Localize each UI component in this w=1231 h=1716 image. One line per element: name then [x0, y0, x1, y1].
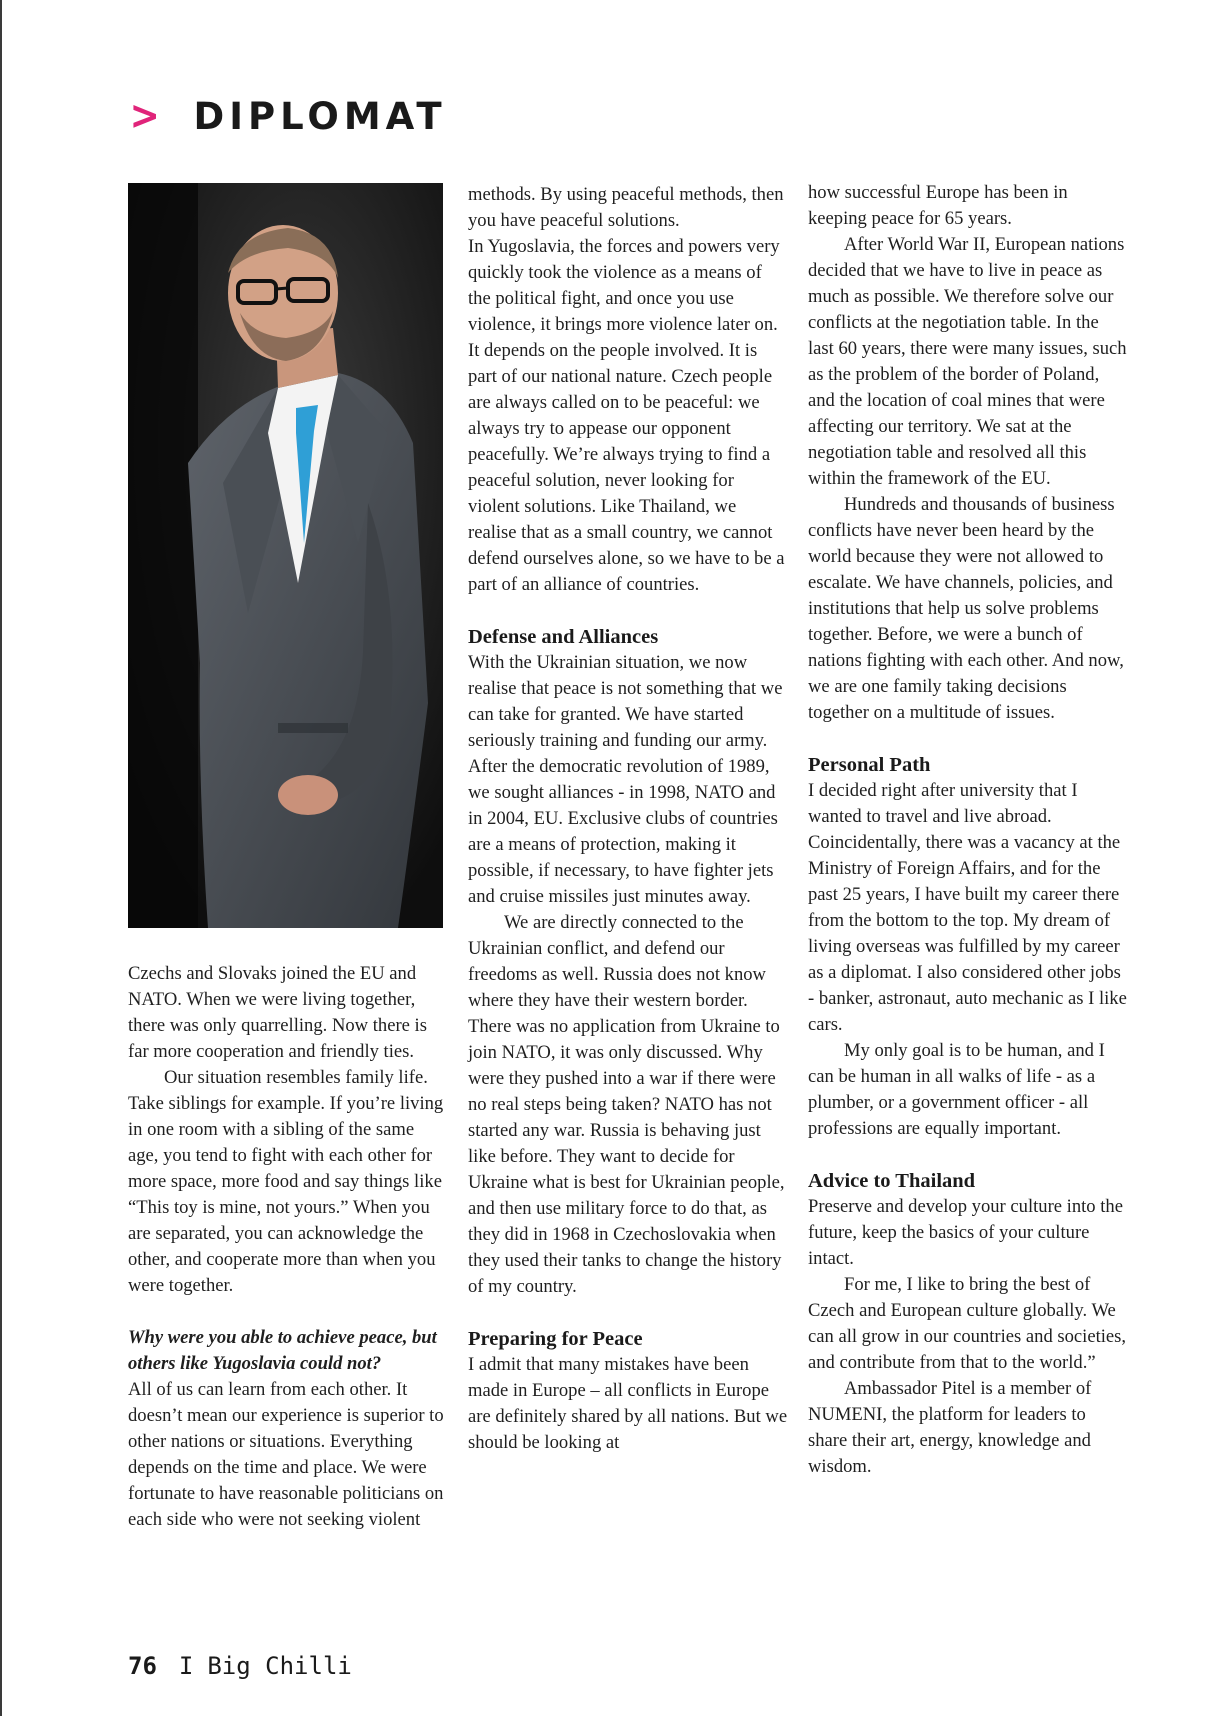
paragraph: Hundreds and thousands of business conflicts have never been heard by the world because they were not allowed to escalate. We have channels, policies, and institutions that help us solve problems together. Before, we were a bunch of nations fighting with each other. And now, we are one family taking decisions together on a multitude of issues.: [808, 494, 1124, 723]
section-title: DIPLOMAT: [193, 94, 447, 138]
footer-separator: I: [178, 1652, 194, 1680]
subheading-defense-alliances: Defense and Alliances: [468, 626, 659, 648]
page-footer: [128, 1652, 352, 1680]
paragraph: All of us can learn from each other. It doesn’t mean our experience is superior to other nations or situations. Everything depends on the time and place. We were fortunate to have reasonable politicians on each side who were not seeking violent: [128, 1379, 444, 1530]
section-header: [128, 93, 447, 139]
paragraph: Czechs and Slovaks joined the EU and NATO. When we were living together, there was only quarrelling. Now there is far more cooperation and friendly ties.: [128, 963, 427, 1062]
page-number: 76: [128, 1652, 157, 1680]
text-column-3: [808, 180, 1128, 1480]
interview-question: Why were you able to achieve peace, but others like Yugoslavia could not?: [128, 1327, 437, 1374]
subheading-preparing-for-peace: Preparing for Peace: [468, 1328, 643, 1350]
text-column-2: [468, 182, 788, 1456]
paragraph: With the Ukrainian situation, we now realise that peace is not something that we can take for granted. We have started seriously training and funding our army. After the democratic revolution of 1989, we sought alliances - in 1998, NATO and in 2004, EU. Exclusive clubs of countries are a means of protection, making it possible, if necessary, to have fighter jets and cruise missiles just minutes away.: [468, 652, 783, 907]
magazine-name: Big Chilli: [207, 1652, 352, 1680]
chevron-right-icon: >: [129, 93, 160, 139]
portrait-illustration: [128, 183, 443, 928]
portrait-photo: [128, 183, 443, 928]
paragraph: For me, I like to bring the best of Czech and European culture globally. We can all grow in our countries and societies, and contribute from that to the world.”: [808, 1274, 1127, 1373]
paragraph: We are directly connected to the Ukrainian conflict, and defend our freedoms as well. Russia does not know where they have their western border. There was no application from Ukraine to join NATO, it was only discussed. Why were they pushed into a war if there were no real steps being taken? NATO has not started any war. Russia is behaving just like before. They want to decide for Ukraine what is best for Ukrainian people, and then use military force to do that, as they did in 1968 in Czechoslovakia when they used their tanks to change the history of my country.: [468, 912, 785, 1297]
paragraph: Our situation resembles family life. Take siblings for example. If you’re living in one room with a sibling of the same age, you tend to fight with each other for more space, more food and say things like “This toy is mine, not yours.” When you are separated, you can acknowledge the other, and cooperate more than when you were together.: [128, 1067, 444, 1296]
text-column-1: [128, 961, 448, 1533]
subheading-advice-to-thailand: Advice to Thailand: [808, 1170, 976, 1192]
paragraph: Ambassador Pitel is a member of NUMENI, the platform for leaders to share their art, energy, knowledge and wisdom.: [808, 1378, 1092, 1477]
paragraph: I decided right after university that I wanted to travel and live abroad. Coincidentally, there was a vacancy at the Ministry of Foreign Affairs, and for the past 25 years, I have built my career there from the bottom to the top. My dream of living overseas was fulfilled by my career as a diplomat. I also considered other jobs - banker, astronaut, auto mechanic as I like cars.: [808, 780, 1127, 1035]
paragraph: In Yugoslavia, the forces and powers very quickly took the violence as a means of the political fight, and once you use violence, it brings more violence later on. It depends on the people involved. It is part of our national nature. Czech people are always called on to be peaceful: we always try to appease our opponent peacefully. We’re always trying to find a peaceful solution, never looking for violent solutions. Like Thailand, we realise that as a small country, we cannot defend ourselves alone, so we have to be a part of an alliance of countries.: [468, 236, 785, 595]
paragraph: Preserve and develop your culture into the future, keep the basics of your culture intact.: [808, 1196, 1123, 1269]
paragraph: I admit that many mistakes have been made in Europe – all conflicts in Europe are definitely shared by all nations. But we should be looking at: [468, 1354, 788, 1453]
page-edge-rule: [0, 0, 2, 1716]
subheading-personal-path: Personal Path: [808, 754, 931, 776]
paragraph: how successful Europe has been in keeping peace for 65 years.: [808, 182, 1068, 229]
paragraph: My only goal is to be human, and I can be human in all walks of life - as a plumber, or a government officer - all professions are equally important.: [808, 1040, 1105, 1139]
paragraph: After World War II, European nations decided that we have to live in peace as much as possible. We therefore solve our conflicts at the negotiation table. In the last 60 years, there were many issues, such as the problem of the border of Poland, and the location of coal mines that were affecting our territory. We sat at the negotiation table and resolved all this within the framework of the EU.: [808, 234, 1127, 489]
paragraph: methods. By using peaceful methods, then you have peaceful solutions.: [468, 184, 784, 231]
